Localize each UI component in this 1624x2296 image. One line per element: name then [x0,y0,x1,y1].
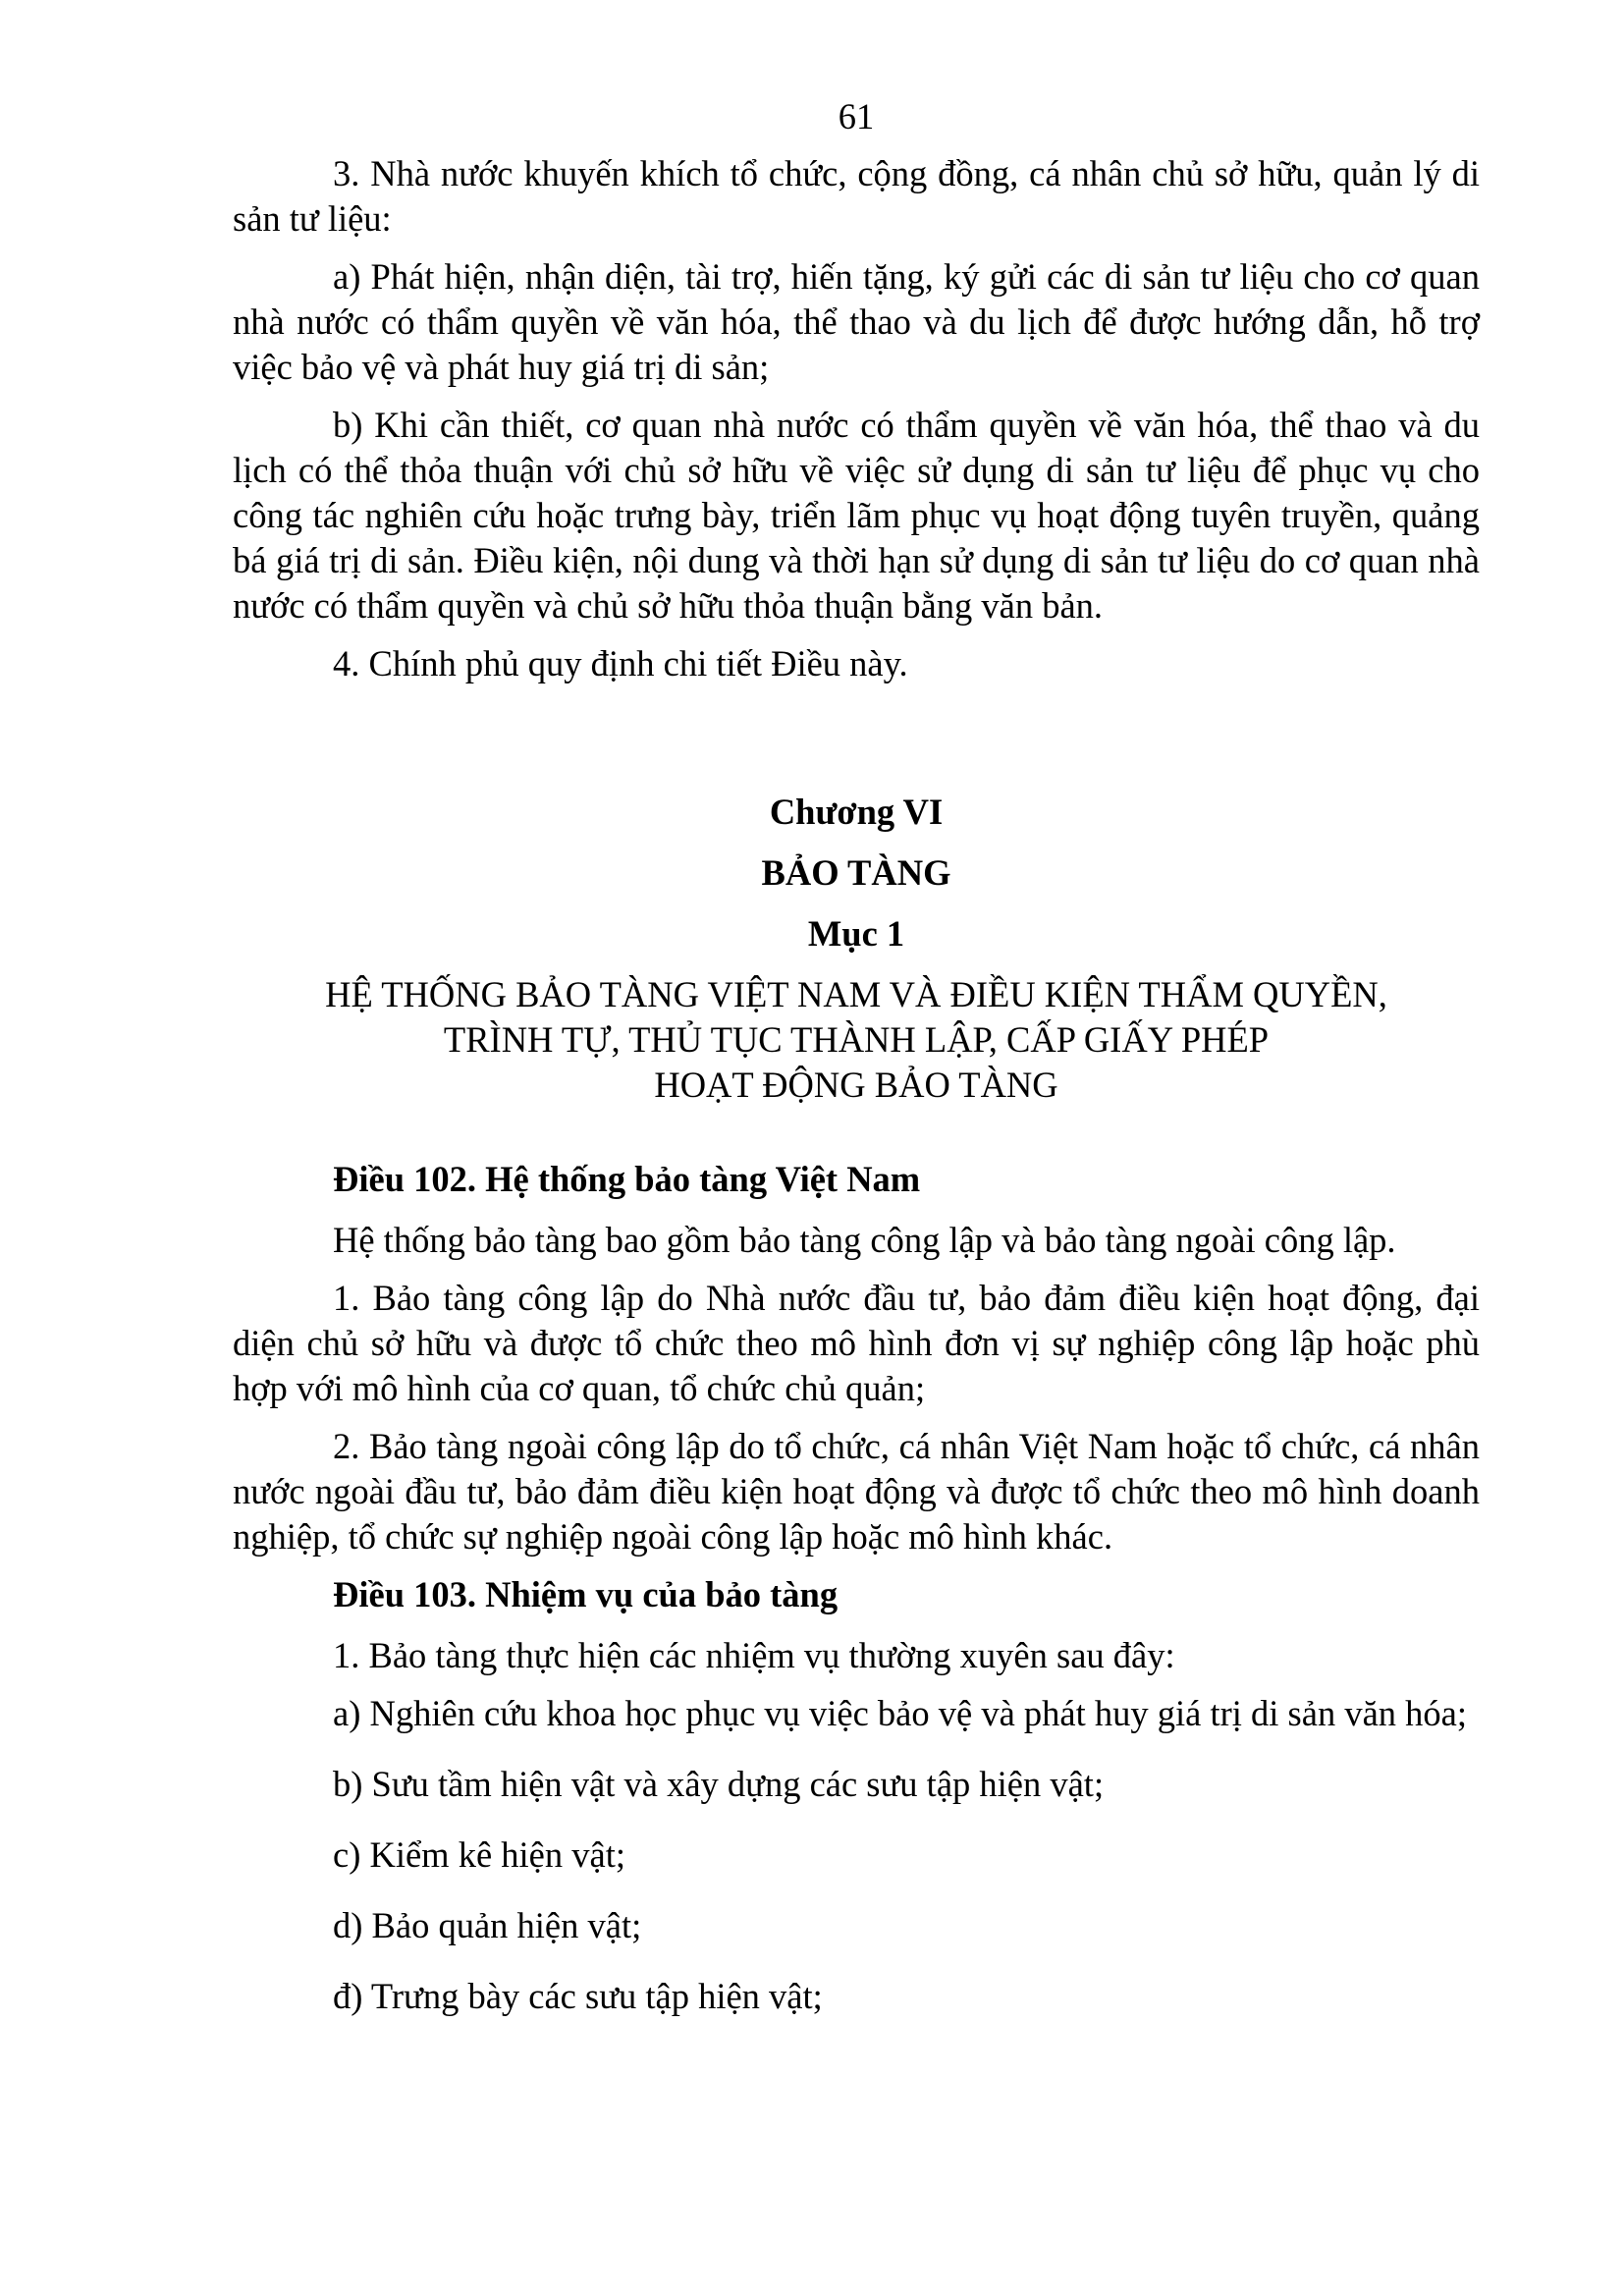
document-page [233,94,1480,2045]
section-title-line: TRÌNH TỰ, THỦ TỤC THÀNH LẬP, CẤP GIẤY PHÉP [443,1019,1270,1060]
section-title-line: HOẠT ĐỘNG BẢO TÀNG [654,1065,1058,1105]
article-102 [233,1157,1480,1559]
paragraph-clause-3: 3. Nhà nước khuyến khích tổ chức, cộng đồng, cá nhân chủ sở hữu, quản lý di sản tư liệu: [233,153,1480,239]
spacer [233,699,1480,790]
article-102-clause-1: 1. Bảo tàng công lập do Nhà nước đầu tư, bảo đảm điều kiện hoạt động, đại diện chủ sở hữu và được tổ chức theo mô hình đơn vị sự nghiệp công lập hoặc phù hợp với mô hình của cơ quan, tổ chức chủ quản; [233,1278,1480,1408]
paragraph-clause-4: 4. Chính phủ quy định chi tiết Điều này. [333,643,908,683]
chapter-label: Chương VI [769,792,944,832]
article-103-item-dd: đ) Trưng bày các sưu tập hiện vật; [333,1976,823,2016]
paragraph-clause-3b: b) Khi cần thiết, cơ quan nhà nước có thẩm quyền về văn hóa, thể thao và du lịch có thể thỏa thuận với chủ sở hữu về việc sử dụng di sản tư liệu để phục vụ cho công tác nghiên cứu hoặc trưng bày, triển lãm phục vụ hoạt động tuyên truyền, quảng bá giá trị di sản. Điều kiện, nội dung và thời hạn sử dụng di sản tư liệu do cơ quan nhà nước có thẩm quyền và chủ sở hữu thỏa thuận bằng văn bản. [233,405,1480,626]
article-103-item-c: c) Kiểm kê hiện vật; [333,1834,625,1875]
article-102-title: Điều 102. Hệ thống bảo tàng Việt Nam [333,1159,921,1199]
article-103-item-d: d) Bảo quản hiện vật; [333,1905,642,1945]
top-section [233,151,1480,686]
section-title-line: HỆ THỐNG BẢO TÀNG VIỆT NAM VÀ ĐIỀU KIỆN THẨM QUYỀN, [325,974,1387,1014]
section-title [233,972,1480,1108]
chapter-heading [233,790,1480,1108]
article-102-clause-2: 2. Bảo tàng ngoài công lập do tổ chức, cá nhân Việt Nam hoặc tổ chức, cá nhân nước ngoài đầu tư, bảo đảm điều kiện hoạt động và được tổ chức theo mô hình doanh nghiệp, tổ chức sự nghiệp ngoài công lập hoặc mô hình khác. [233,1426,1480,1557]
article-103-item-b: b) Sưu tầm hiện vật và xây dựng các sưu tập hiện vật; [333,1764,1105,1804]
spacer [233,1127,1480,1157]
chapter-title: BẢO TÀNG [761,852,951,893]
article-103-clause-1: 1. Bảo tàng thực hiện các nhiệm vụ thường xuyên sau đây: [333,1635,1175,1675]
article-103-item-a: a) Nghiên cứu khoa học phục vụ việc bảo vệ và phát huy giá trị di sản văn hóa; [333,1693,1467,1733]
section-label: Mục 1 [807,913,905,954]
page-number: 61 [838,96,875,137]
article-102-intro: Hệ thống bảo tàng bao gồm bảo tàng công lập và bảo tàng ngoài công lập. [333,1220,1396,1260]
paragraph-clause-3a: a) Phát hiện, nhận diện, tài trợ, hiến tặng, ký gửi các di sản tư liệu cho cơ quan nhà nước có thẩm quyền về văn hóa, thể thao và du lịch để được hướng dẫn, hỗ trợ việc bảo vệ và phát huy giá trị di sản; [233,256,1480,387]
article-103-title: Điều 103. Nhiệm vụ của bảo tàng [333,1574,839,1614]
article-103 [233,1572,1480,2019]
